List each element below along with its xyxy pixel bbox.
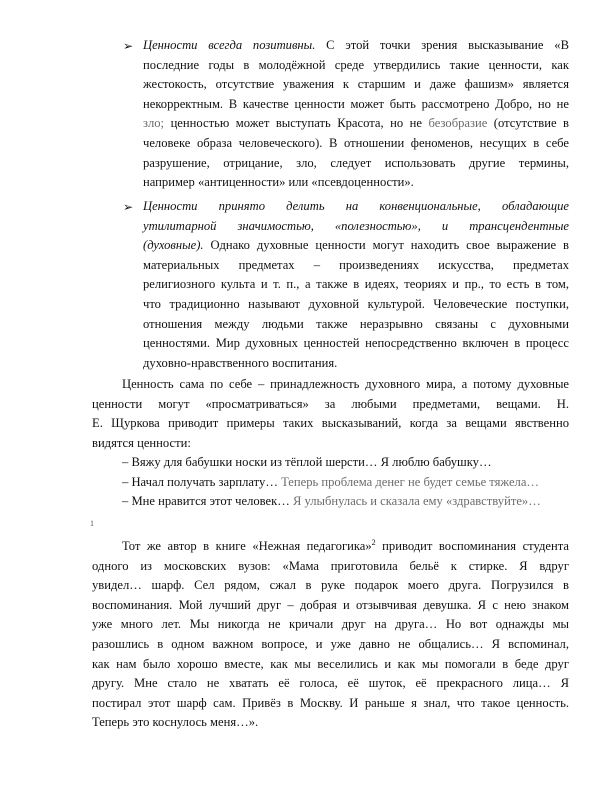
text-line: разошлись в одном важном вопросе, и уже давно не общались… Я вспоминал, [92, 636, 569, 651]
text-line: видятся ценности: [92, 435, 191, 450]
text-run: последние годы в молодёжной среде утвердились такие ценности, как [143, 57, 569, 72]
text-line [143, 354, 569, 374]
text-line [143, 36, 569, 56]
footnote-mark: 1 [90, 519, 94, 528]
text-run: (отсутствие в [487, 116, 569, 131]
example-line [92, 492, 569, 512]
text-run: Я улыбнулась и сказала ему «здравствуйте»… [292, 494, 541, 509]
text-run: зло; [143, 116, 165, 131]
text-line [143, 275, 569, 295]
text-line: увидел… шарф. Сел рядом, сжал в руке подарок моего друга. Погрузился в [92, 578, 569, 593]
text-run: С этой точки зрения высказывание «В [315, 38, 569, 52]
text-run: например «антиценности» или «псевдоценности». [143, 175, 414, 190]
text-line: уже много лет. Мы никогда не кричали друг на друга… Но вот однажды мы [92, 617, 569, 632]
text-run: – Мне нравится этот человек… [122, 494, 293, 509]
text-line [143, 256, 569, 276]
text-line: ценности могут «просматриваться» за любыми предметами, вещами. Н. [92, 396, 569, 411]
bullet-text [143, 36, 569, 193]
bullet-icon: ➢ [123, 39, 134, 53]
text-run: – Начал получать зарплату… [122, 474, 282, 489]
text-line [143, 295, 569, 315]
paragraph-first-line: Тот же автор в книге «Нежная педагогика»$^2$ приводит воспоминания студента [122, 537, 569, 553]
text-line: постирал этот шарф сам. Привёз в Москву. И раньше я знал, что такое ценность. [92, 695, 569, 710]
text-line [143, 56, 569, 76]
text-line [143, 173, 569, 193]
text-run: религиозного культа и т. п., а также в идеях, теориях и пр., то есть в том, [143, 277, 569, 292]
text-run: Ценности принято делить на конвенциональные, обладающие [143, 199, 569, 213]
text-line: Теперь это коснулось меня…». [92, 715, 259, 730]
text-run: Однако духовные ценности могут находить свое выражение в [203, 238, 569, 253]
text-run: материальных предметах – произведениях искусства, предметах [143, 257, 569, 272]
example-line [92, 473, 569, 493]
text-line [143, 134, 569, 154]
paragraph-gentle-pedagogy [92, 537, 569, 733]
text-run: ценностью может выступать Красота, но не [164, 116, 429, 131]
bullet-item-values-positive [123, 36, 569, 193]
text-line [143, 236, 569, 256]
bullet-icon: ➢ [123, 200, 134, 214]
example-line [92, 453, 569, 473]
bullet-text [143, 197, 569, 373]
text-run: Ценности всегда позитивны. [143, 38, 316, 52]
text-line [143, 217, 569, 237]
text-run: утилитарной значимостью, «полезностью», и трансцендентные [143, 218, 569, 233]
examples-list [92, 453, 569, 512]
text-line [143, 154, 569, 174]
text-line [143, 315, 569, 335]
text-line: Е. Щуркова приводит примеры таких высказываний, когда за вещами явственно [92, 416, 569, 431]
text-run: человеке образа человеческого). В отношении феноменов, несущих в себе [143, 135, 569, 150]
text-line [143, 197, 569, 217]
paragraph-value-itself [92, 375, 569, 453]
bullet-item-values-division [123, 197, 569, 373]
text-run: безобразие [428, 116, 488, 131]
text-line [143, 334, 569, 354]
text-line [143, 75, 569, 95]
text-line [143, 95, 569, 115]
text-run: разрушение, отрицание, зло, следует использовать другие термины, [143, 155, 569, 170]
text-run: что традиционно называют духовной культурой. Человеческие поступки, [143, 296, 569, 311]
text-run: Теперь проблема денег не будет семье тяжела… [281, 474, 540, 489]
text-line: как нам было хорошо вместе, как мы веселились и как мы помогали в беде друг [92, 656, 569, 671]
text-run: отношения между людьми также неразрывно связаны с духовными [143, 316, 569, 331]
text-run: ценностями. Мир духовных ценностей непосредственно включен в процесс [143, 336, 569, 351]
text-run: духовно-нравственного воспитания. [143, 355, 338, 370]
text-line: другу. Мне стало не хватать её голоса, её шуток, её прекрасного лица… Я [92, 676, 569, 691]
text-line: одного из московских вузов: «Мама приготовила бельё к стирке. Я вдруг [92, 558, 569, 573]
text-run: (духовные). [143, 238, 204, 253]
text-run: жестокость, отсутствие уважения к старшим и даже фашизм» является [143, 77, 569, 92]
footnote-ref: 2 [371, 537, 376, 547]
text-line: Ценность сама по себе – принадлежность духовного мира, а потому духовные [122, 377, 569, 391]
text-line: воспоминания. Мой лучший друг – добрая и отзывчивая девушка. Я с нею знаком [92, 597, 569, 612]
text-run: некорректным. В качестве ценности может быть рассмотрено Добро, но не [143, 96, 569, 111]
text-line [143, 114, 569, 134]
text-run: – Вяжу для бабушки носки из тёплой шерсти… Я люблю бабушку… [122, 455, 492, 469]
